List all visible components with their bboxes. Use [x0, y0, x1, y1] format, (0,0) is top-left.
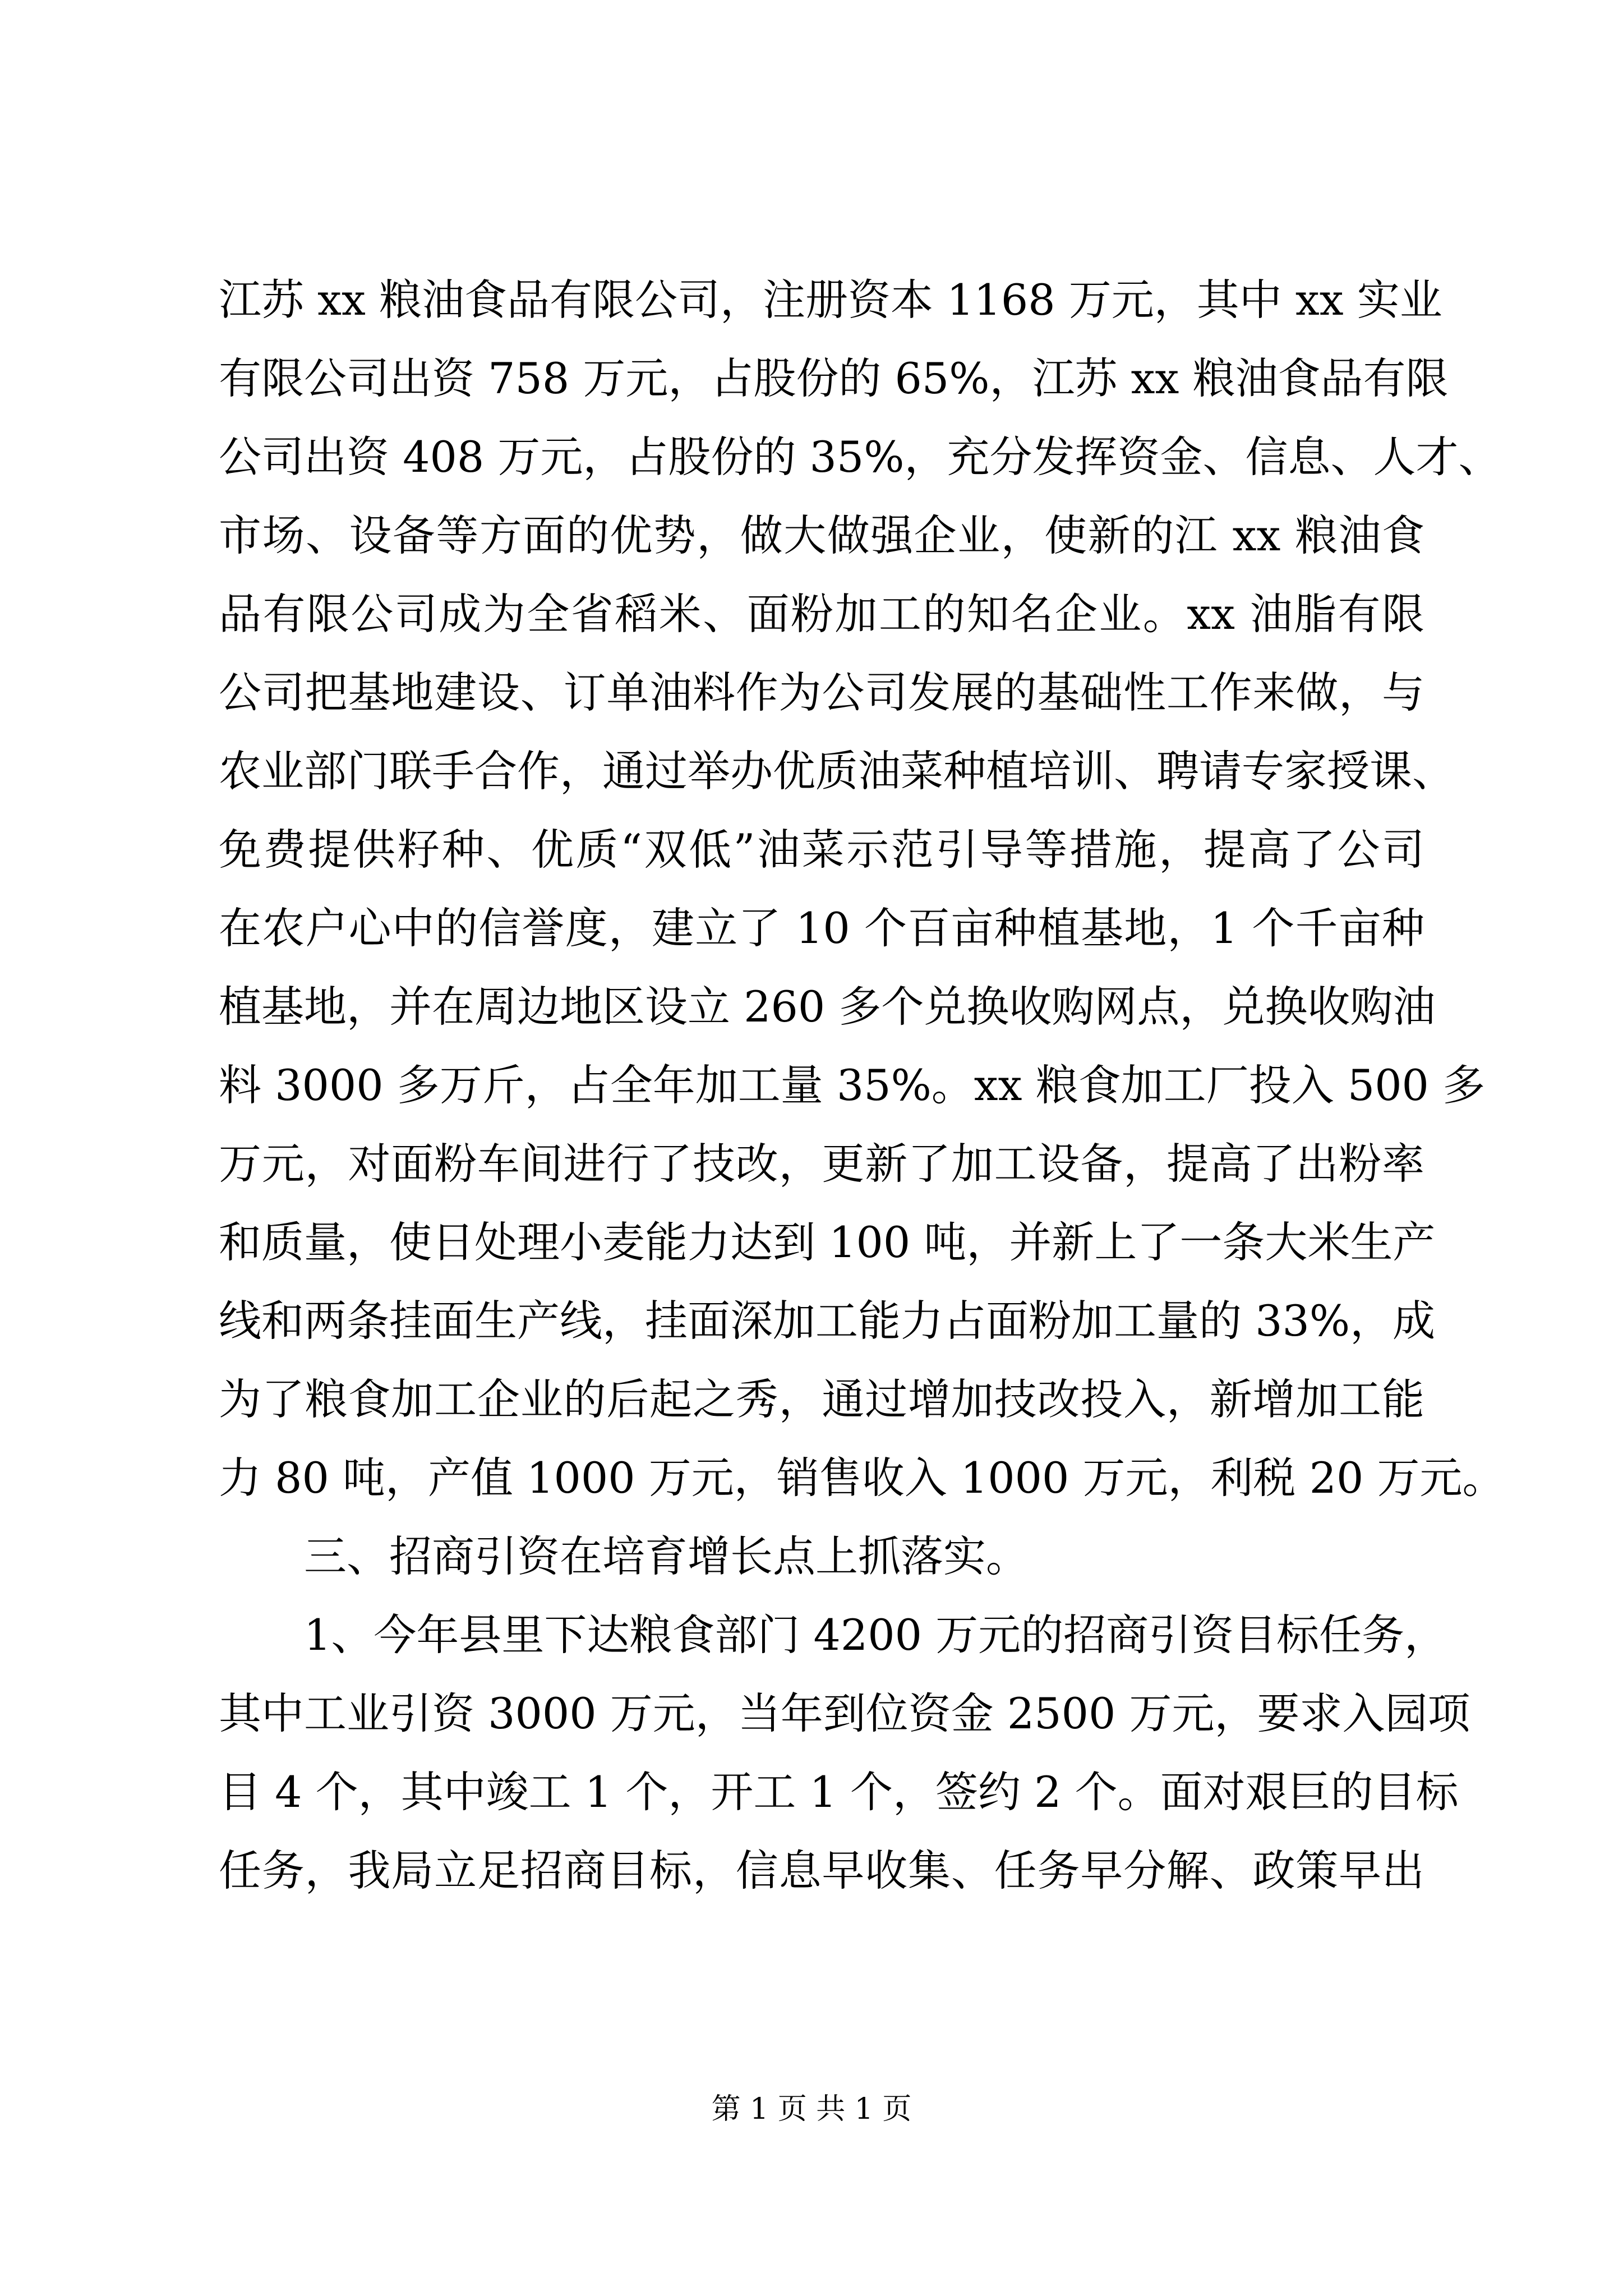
text-line: 为了粮食加工企业的后起之秀，通过增加技改投入，新增加工能: [219, 1374, 1424, 1424]
text-line: 江苏 xx 粮油食品有限公司，注册资本 1168 万元，其中 xx 实业: [219, 275, 1442, 325]
text-line: 有限公司出资 758 万元，占股份的 65%，江苏 xx 粮油食品有限: [219, 353, 1449, 403]
text-line: 任务，我局立足招商目标，信息早收集、任务早分解、政策早出: [219, 1846, 1424, 1895]
text-line: 公司把基地建设、订单油料作为公司发展的基础性工作来做，与: [219, 668, 1424, 717]
text-line: 品有限公司成为全省稻米、面粉加工的知名企业。xx 油脂有限: [219, 589, 1424, 639]
text-line: 农业部门联手合作，通过举办优质油菜种植培训、聘请专家授课、: [219, 746, 1455, 796]
text-line: 线和两条挂面生产线，挂面深加工能力占面粉加工量的 33%，成: [219, 1296, 1436, 1346]
text-line: 万元，对面粉车间进行了技改，更新了加工设备，提高了出粉率: [219, 1139, 1424, 1189]
text-line: 和质量，使日处理小麦能力达到 100 吨，并新上了一条大米生产: [219, 1217, 1436, 1267]
text-line: 其中工业引资 3000 万元，当年到位资金 2500 万元，要求入园项: [219, 1688, 1470, 1738]
text-line: 1、今年县里下达粮食部门 4200 万元的招商引资目标任务，: [304, 1610, 1447, 1660]
text-line: 公司出资 408 万元，占股份的 35%，充分发挥资金、信息、人才、: [219, 432, 1501, 482]
text-line: 免费提供籽种、优质“双低”油菜示范引导等措施，提高了公司: [219, 825, 1424, 875]
text-line: 植基地，并在周边地区设立 260 多个兑换收购网点，兑换收购油: [219, 982, 1436, 1032]
text-line: 在农户心中的信誉度，建立了 10 个百亩种植基地，1 个千亩种: [219, 903, 1424, 953]
section-heading: 三、招商引资在培育增长点上抓落实。: [304, 1531, 1029, 1581]
body-text: [219, 261, 1505, 1910]
text-line: 市场、设备等方面的优势，做大做强企业，使新的江 xx 粮油食: [219, 510, 1424, 560]
text-line: 料 3000 多万斤，占全年加工量 35%。xx 粮食加工厂投入 500 多: [219, 1060, 1486, 1110]
text-line: 力 80 吨，产值 1000 万元，销售收入 1000 万元，利税 20 万元。: [219, 1453, 1505, 1503]
text-line: 目 4 个，其中竣工 1 个，开工 1 个，签约 2 个。面对艰巨的目标: [219, 1767, 1459, 1817]
page-footer: 第 1 页 共 1 页: [711, 2092, 912, 2126]
